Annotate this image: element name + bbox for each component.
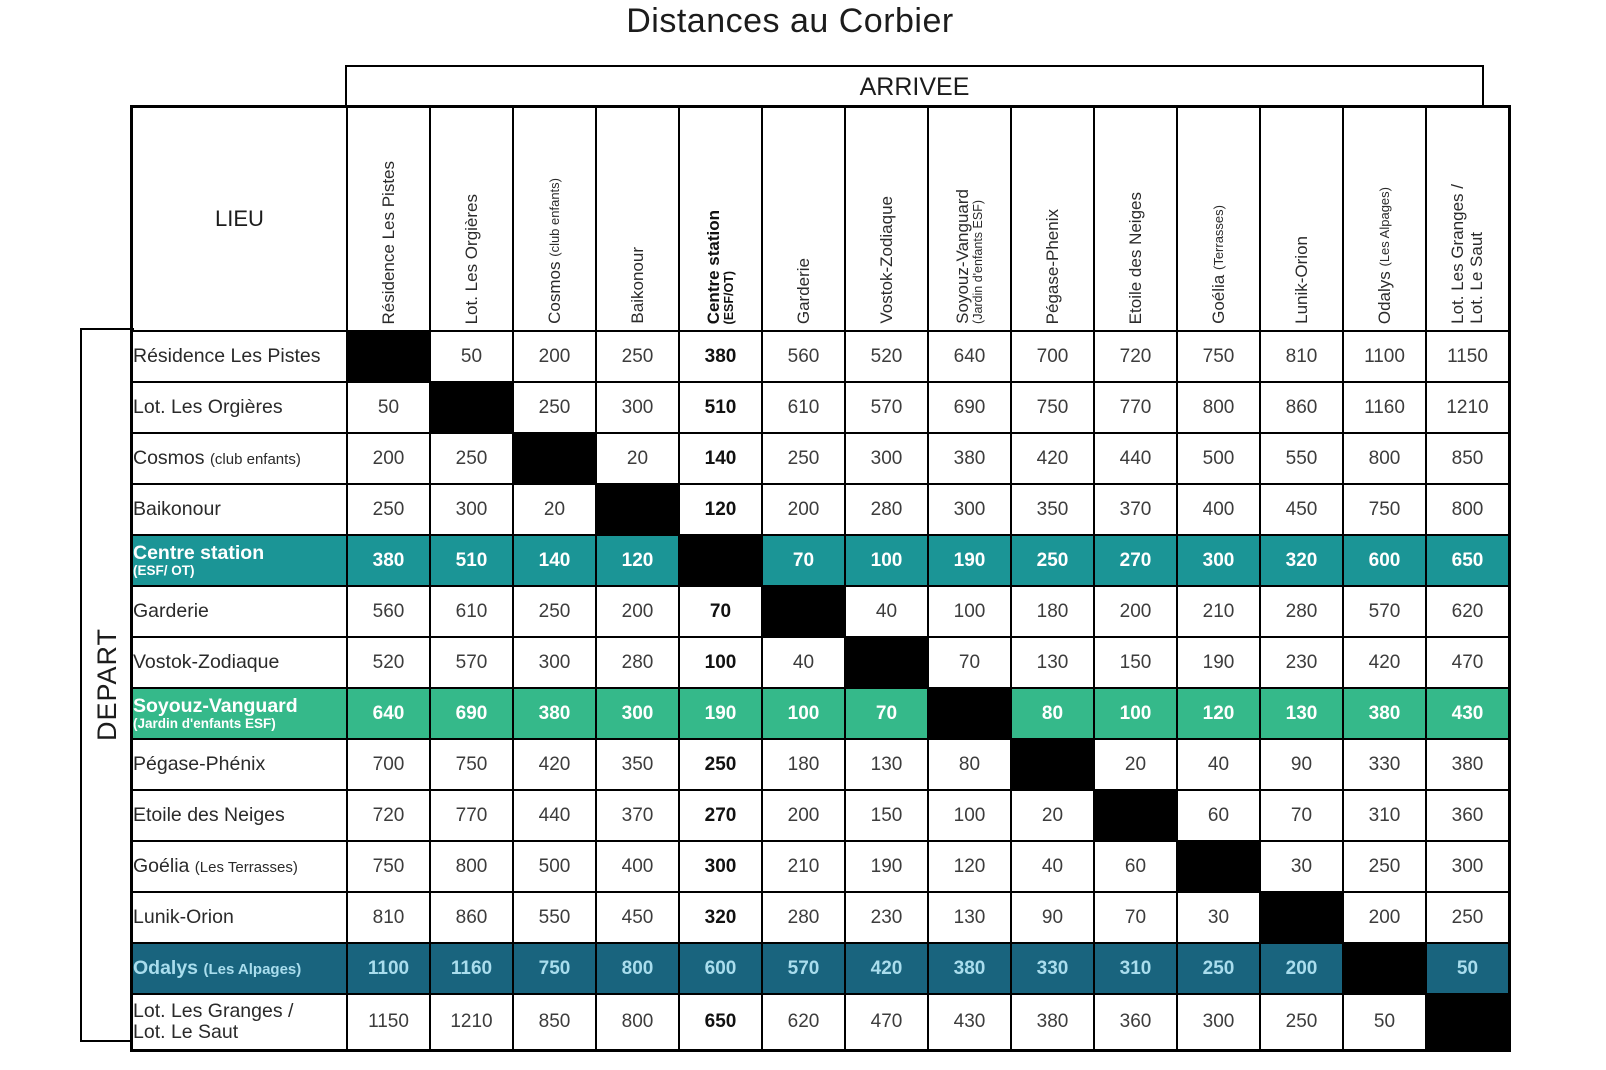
distance-cell: 550 [1260,433,1343,484]
distance-cell: 370 [1094,484,1177,535]
distance-cell: 180 [762,739,845,790]
table-row-7 [132,637,1510,688]
distance-cell: 320 [1260,535,1343,586]
distance-cell: 190 [679,688,762,739]
diagonal-cell [1011,739,1094,790]
row-header: Soyouz-Vanguard (Jardin d'enfants ESF) [132,688,348,739]
distance-cell: 280 [845,484,928,535]
table-row-9 [132,739,1510,790]
distance-cell: 800 [596,943,679,994]
distance-cell: 330 [1343,739,1426,790]
distance-cell: 380 [1011,994,1094,1050]
table-row-6 [132,586,1510,637]
distance-cell: 30 [1177,892,1260,943]
distance-cell: 40 [845,586,928,637]
page-title: Distances au Corbier [626,2,954,40]
distance-cell: 650 [1426,535,1510,586]
distance-cell: 100 [928,586,1011,637]
distance-cell: 20 [1094,739,1177,790]
distance-cell: 400 [1177,484,1260,535]
distance-cell: 100 [762,688,845,739]
distance-cell: 380 [679,331,762,382]
distance-cell: 100 [1094,688,1177,739]
distance-cell: 230 [845,892,928,943]
distance-cell: 310 [1343,790,1426,841]
distance-cell: 50 [430,331,513,382]
depart-header [80,328,134,1042]
distance-cell: 90 [1260,739,1343,790]
column-header-label: Goélia (Terrasses) [1208,205,1228,324]
distance-cell: 1160 [430,943,513,994]
column-header-label: Pégase-Phenix [1042,208,1062,324]
distance-cell: 70 [679,586,762,637]
diagonal-cell [347,331,430,382]
distance-cell: 570 [845,382,928,433]
column-header-11 [1177,107,1260,332]
distance-cell: 100 [679,637,762,688]
row-header: Etoile des Neiges [132,790,348,841]
column-header-7 [845,107,928,332]
diagonal-cell [1343,943,1426,994]
distance-cell: 600 [679,943,762,994]
distance-cell: 200 [596,586,679,637]
distance-cell: 300 [430,484,513,535]
distance-cell: 650 [679,994,762,1050]
column-header-label: Lot. Les Orgières [461,193,481,324]
distance-cell: 800 [1343,433,1426,484]
column-header-label: Résidence Les Pistes [378,160,398,324]
row-header: Odalys (Les Alpages) [132,943,348,994]
distance-cell: 360 [1426,790,1510,841]
row-header: Cosmos (club enfants) [132,433,348,484]
distance-cell: 640 [347,688,430,739]
distance-cell: 250 [513,586,596,637]
distance-cell: 690 [430,688,513,739]
distance-cell: 300 [928,484,1011,535]
distance-cell: 120 [679,484,762,535]
distance-cell: 120 [1177,688,1260,739]
distance-cell: 250 [513,382,596,433]
distance-cell: 430 [1426,688,1510,739]
table-row-10 [132,790,1510,841]
distance-cell: 750 [347,841,430,892]
distance-cell: 130 [928,892,1011,943]
distance-cell: 90 [1011,892,1094,943]
distance-cell: 750 [430,739,513,790]
distance-cell: 570 [762,943,845,994]
distance-cell: 190 [928,535,1011,586]
distance-cell: 280 [1260,586,1343,637]
distance-cell: 420 [1343,637,1426,688]
distance-cell: 300 [596,688,679,739]
distance-cell: 200 [1260,943,1343,994]
distance-cell: 610 [430,586,513,637]
distance-cell: 140 [679,433,762,484]
diagonal-cell [1177,841,1260,892]
distance-cell: 600 [1343,535,1426,586]
distance-cell: 800 [596,994,679,1050]
distance-cell: 300 [679,841,762,892]
distance-cell: 130 [845,739,928,790]
column-header-9 [1011,107,1094,332]
distance-cell: 250 [1343,841,1426,892]
distance-cell: 1150 [1426,331,1510,382]
distance-cell: 250 [1260,994,1343,1050]
distance-cell: 190 [845,841,928,892]
distance-cell: 860 [1260,382,1343,433]
distance-table [130,105,1511,1052]
distance-cell: 50 [347,382,430,433]
distance-cell: 560 [762,331,845,382]
distance-cell: 330 [1011,943,1094,994]
column-header-10 [1094,107,1177,332]
distance-cell: 450 [1260,484,1343,535]
distance-cell: 50 [1426,943,1510,994]
table-row-3 [132,433,1510,484]
distance-cell: 700 [1011,331,1094,382]
column-header-5 [679,107,762,332]
row-header: Goélia (Les Terrasses) [132,841,348,892]
distance-cell: 300 [1426,841,1510,892]
distance-cell: 380 [1426,739,1510,790]
distance-cell: 770 [1094,382,1177,433]
distance-cell: 250 [430,433,513,484]
distance-cell: 250 [762,433,845,484]
distance-cell: 70 [845,688,928,739]
column-header-label: Etoile des Neiges [1125,191,1145,324]
distance-cell: 380 [928,943,1011,994]
column-header-label: Garderie [793,257,813,324]
distance-cell: 750 [1343,484,1426,535]
diagonal-cell [596,484,679,535]
distance-cell: 320 [679,892,762,943]
distance-cell: 70 [762,535,845,586]
distance-cell: 510 [679,382,762,433]
distance-cell: 70 [1260,790,1343,841]
distance-cell: 60 [1177,790,1260,841]
distance-cell: 440 [1094,433,1177,484]
distance-cell: 620 [1426,586,1510,637]
column-header-label: Baikonour [627,247,647,324]
distance-cell: 300 [1177,535,1260,586]
table-row-13 [132,943,1510,994]
distance-cell: 80 [1011,688,1094,739]
distance-cell: 210 [762,841,845,892]
distance-cell: 300 [513,637,596,688]
row-header: Résidence Les Pistes [132,331,348,382]
table-row-12 [132,892,1510,943]
table-row-5 [132,535,1510,586]
distance-cell: 470 [1426,637,1510,688]
distance-cell: 610 [762,382,845,433]
distance-cell: 420 [845,943,928,994]
column-header-4 [596,107,679,332]
diagonal-cell [762,586,845,637]
column-header-label: Lunik-Orion [1291,236,1311,324]
distance-cell: 380 [513,688,596,739]
distance-cell: 80 [928,739,1011,790]
distance-cell: 1210 [430,994,513,1050]
distance-cell: 250 [1177,943,1260,994]
table-row-14 [132,994,1510,1050]
distance-cell: 250 [596,331,679,382]
distance-cell: 40 [1177,739,1260,790]
distance-cell: 850 [1426,433,1510,484]
distance-cell: 1100 [1343,331,1426,382]
distance-cell: 180 [1011,586,1094,637]
distance-cell: 440 [513,790,596,841]
column-header-12 [1260,107,1343,332]
distance-cell: 380 [347,535,430,586]
distance-cell: 690 [928,382,1011,433]
distance-cell: 40 [762,637,845,688]
column-header-14 [1426,107,1510,332]
row-header: Lunik-Orion [132,892,348,943]
distance-cell: 200 [1094,586,1177,637]
distance-cell: 200 [762,790,845,841]
distance-cell: 800 [1426,484,1510,535]
table-row-8 [132,688,1510,739]
distance-cell: 620 [762,994,845,1050]
distance-cell: 520 [347,637,430,688]
diagonal-cell [928,688,1011,739]
distance-cell: 500 [513,841,596,892]
row-header: Centre station (ESF/ OT) [132,535,348,586]
distance-cell: 200 [762,484,845,535]
distance-cell: 150 [845,790,928,841]
column-header-8 [928,107,1011,332]
distance-cell: 1160 [1343,382,1426,433]
distance-cell: 100 [845,535,928,586]
diagonal-cell [1094,790,1177,841]
distance-cell: 300 [596,382,679,433]
diagonal-cell [1260,892,1343,943]
column-header-row [132,107,1510,332]
diagonal-cell [1426,994,1510,1050]
distance-cell: 190 [1177,637,1260,688]
distance-cell: 300 [845,433,928,484]
column-header-label: Soyouz-Vanguard (Jardin d'enfants ESF) [952,189,986,324]
distance-cell: 1150 [347,994,430,1050]
distance-cell: 420 [1011,433,1094,484]
distance-cell: 130 [1260,688,1343,739]
distance-cell: 60 [1094,841,1177,892]
distance-cell: 280 [762,892,845,943]
distance-cell: 120 [596,535,679,586]
row-header: Garderie [132,586,348,637]
row-header: Vostok-Zodiaque [132,637,348,688]
distance-cell: 380 [1343,688,1426,739]
distance-cell: 700 [347,739,430,790]
diagonal-cell [845,637,928,688]
column-header-2 [430,107,513,332]
distance-cell: 1210 [1426,382,1510,433]
distance-cell: 860 [430,892,513,943]
distance-cell: 270 [1094,535,1177,586]
distance-cell: 470 [845,994,928,1050]
column-header-label: Centre station (ESF/OT) [703,209,737,324]
lieu-header: LIEU [132,107,348,332]
table-row-1 [132,331,1510,382]
distance-cell: 560 [347,586,430,637]
row-header: Lot. Les Orgières [132,382,348,433]
row-header: Lot. Les Granges / Lot. Le Saut [132,994,348,1050]
distance-cell: 250 [347,484,430,535]
distance-cell: 750 [1177,331,1260,382]
distance-cell: 420 [513,739,596,790]
distance-cell: 520 [845,331,928,382]
depart-label: DEPART [91,628,122,742]
distance-cell: 40 [1011,841,1094,892]
column-header-6 [762,107,845,332]
distance-cell: 350 [596,739,679,790]
distance-cell: 270 [679,790,762,841]
distance-cell: 20 [596,433,679,484]
distance-cell: 70 [1094,892,1177,943]
distance-cell: 250 [679,739,762,790]
distance-cell: 360 [1094,994,1177,1050]
distance-cell: 750 [1011,382,1094,433]
distance-cell: 850 [513,994,596,1050]
distance-cell: 30 [1260,841,1343,892]
row-header: Pégase-Phénix [132,739,348,790]
distance-cell: 640 [928,331,1011,382]
distance-cell: 550 [513,892,596,943]
distance-cell: 570 [1343,586,1426,637]
diagonal-cell [430,382,513,433]
distance-cell: 380 [928,433,1011,484]
distance-cell: 800 [1177,382,1260,433]
diagonal-cell [513,433,596,484]
distance-cell: 310 [1094,943,1177,994]
column-header-label: Lot. Les Granges / Lot. Le Saut [1448,184,1486,324]
distance-cell: 200 [1343,892,1426,943]
distance-cell: 750 [513,943,596,994]
distance-cell: 720 [347,790,430,841]
distance-cell: 810 [1260,331,1343,382]
distance-cell: 250 [1426,892,1510,943]
distance-cell: 140 [513,535,596,586]
distance-cell: 800 [430,841,513,892]
distance-cell: 120 [928,841,1011,892]
column-header-1 [347,107,430,332]
row-header: Baikonour [132,484,348,535]
column-header-label: Vostok-Zodiaque [876,196,896,324]
distance-cell: 370 [596,790,679,841]
distance-cell: 20 [1011,790,1094,841]
distance-cell: 810 [347,892,430,943]
arrivee-header [345,65,1484,107]
column-header-label: Cosmos (club enfants) [544,178,564,324]
distance-cell: 1100 [347,943,430,994]
distance-cell: 720 [1094,331,1177,382]
distance-cell: 350 [1011,484,1094,535]
distance-cell: 430 [928,994,1011,1050]
distance-cell: 50 [1343,994,1426,1050]
distance-cell: 70 [928,637,1011,688]
column-header-label: Odalys (Les Alpages) [1374,186,1394,324]
table-row-4 [132,484,1510,535]
distance-cell: 130 [1011,637,1094,688]
distance-cell: 570 [430,637,513,688]
table-row-11 [132,841,1510,892]
table-row-2 [132,382,1510,433]
distance-cell: 300 [1177,994,1260,1050]
distance-cell: 200 [513,331,596,382]
distance-cell: 100 [928,790,1011,841]
distance-cell: 20 [513,484,596,535]
distance-cell: 510 [430,535,513,586]
column-header-13 [1343,107,1426,332]
distance-cell: 150 [1094,637,1177,688]
distance-cell: 770 [430,790,513,841]
diagonal-cell [679,535,762,586]
arrivee-label: ARRIVEE [859,72,970,101]
distance-cell: 250 [1011,535,1094,586]
column-header-3 [513,107,596,332]
distance-cell: 400 [596,841,679,892]
distance-cell: 280 [596,637,679,688]
distance-cell: 200 [347,433,430,484]
distance-cell: 210 [1177,586,1260,637]
distance-cell: 500 [1177,433,1260,484]
distance-cell: 450 [596,892,679,943]
distance-cell: 230 [1260,637,1343,688]
